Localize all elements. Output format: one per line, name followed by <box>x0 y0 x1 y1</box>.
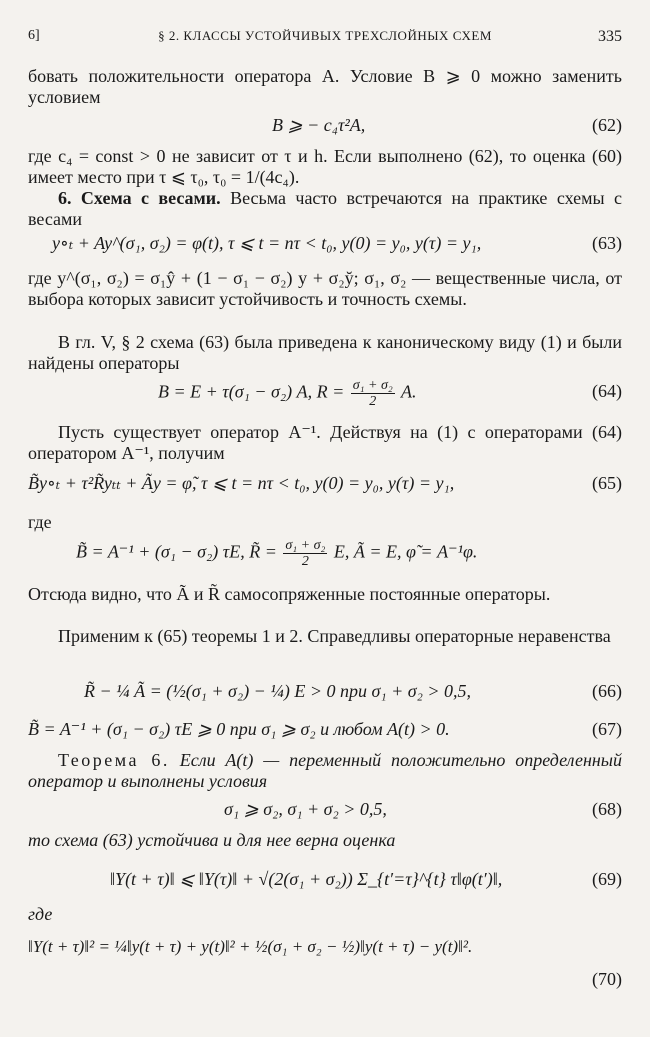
paragraph-9: Применим к (65) теоремы 1 и 2. Справедливы операторные неравенства <box>58 626 611 646</box>
paragraph-4: где y^(σ₁, σ₂) = σ₁ŷ + (1 − σ₁ − σ₂) y + σ₂y̆; σ₁, σ₂ — вещественные числа, от выбора которых зависит устойчивость и точность схемы. <box>28 268 622 309</box>
equation-number: (63) <box>592 233 622 253</box>
equation-number: (69) <box>592 869 622 889</box>
theorem-6 <box>28 750 622 792</box>
paragraph-10: то схема (63) устойчива и для нее верна оценка <box>28 830 396 850</box>
paragraph-8: Отсюда видно, что Ã и R̃ самосопряженные постоянные операторы. <box>28 584 551 604</box>
subsection-heading: 6. Схема с весами. <box>58 188 221 208</box>
paragraph-7: где <box>28 512 52 532</box>
equation-number: (70) <box>592 969 622 989</box>
equation-body: y∘ₜ + Ay^(σ₁, σ₂) = φ(t), τ ⩽ t = nτ < t₀, y(0) = y₀, y(τ) = y₁, <box>52 233 482 253</box>
fraction-denominator: 2 <box>301 554 309 569</box>
equation-65b <box>28 538 622 569</box>
fraction <box>283 538 327 569</box>
equation-64 <box>28 378 622 409</box>
paragraph-5: В гл. V, § 2 схема (63) была приведена к каноническому виду (1) и были найдены операторы <box>28 332 622 373</box>
equation-tail: A. <box>396 381 417 402</box>
equation-number: (66) <box>592 681 622 701</box>
equation-body: B̃ = A⁻¹ + (σ₁ − σ₂) τE ⩾ 0 при σ₁ ⩾ σ₂ и любом A(t) > 0. <box>28 719 450 739</box>
equation-70-number-line <box>28 966 622 992</box>
equation-69 <box>28 866 622 892</box>
equation-body: B ⩾ − c₄τ²A, <box>272 115 366 135</box>
theorem-label: Теорема 6. <box>58 750 170 770</box>
page-number: 335 <box>598 28 622 45</box>
equation-body: B = E + τ(σ₁ − σ₂) A, R = <box>158 381 349 402</box>
paragraph-11: где <box>28 904 53 924</box>
fraction-numerator: σ₁ + σ₂ <box>352 378 393 393</box>
equation-66 <box>28 678 622 704</box>
paragraph-2: где c₄ = const > 0 не зависит от τ и h. Если выполнено (62), то оценка (60) имеет место при τ ⩽ τ₀, τ₀ = 1/(4c₄). <box>28 146 622 187</box>
theorem-statement: Если A(t) — переменный положительно определенный оператор и выполнены условия <box>28 750 622 791</box>
fraction <box>351 378 395 409</box>
paragraph-1: бовать положительности оператора A. Условие B ⩾ 0 можно заменить условием <box>28 66 622 107</box>
equation-body: R̃ − ¼ Ã = (½(σ₁ + σ₂) − ¼) E > 0 при σ₁ + σ₂ > 0,5, <box>84 681 472 701</box>
paragraph-3 <box>28 188 622 230</box>
equation-number: (64) <box>592 381 622 401</box>
equation-70 <box>28 934 622 960</box>
section-title: § 2. КЛАССЫ УСТОЙЧИВЫХ ТРЕХСЛОЙНЫХ СХЕМ <box>158 28 492 43</box>
equation-63 <box>28 230 622 256</box>
fraction-numerator: σ₁ + σ₂ <box>285 538 326 553</box>
running-header <box>28 28 622 52</box>
equation-number: (65) <box>592 473 622 493</box>
equation-68 <box>28 796 622 822</box>
equation-67 <box>28 716 622 742</box>
equation-body: B̃ = A⁻¹ + (σ₁ − σ₂) τE, R̃ = <box>76 541 282 562</box>
equation-number: (62) <box>592 115 622 135</box>
equation-65 <box>28 470 622 496</box>
paragraph-3-text: Весьма часто встречаются на практике схемы с весами <box>28 188 623 229</box>
paragraph-6: Пусть существует оператор A⁻¹. Действуя на (1) с операторами (64) оператором A⁻¹, получим <box>28 422 622 463</box>
equation-number: (68) <box>592 799 622 819</box>
chapter-marker: 6] <box>28 28 40 43</box>
equation-62 <box>28 112 622 138</box>
equation-body: ‖Y(t + τ)‖² = ¼‖y(t + τ) + y(t)‖² + ½(σ₁ + σ₂ − ½)‖y(t + τ) − y(t)‖². <box>28 937 473 956</box>
equation-body: σ₁ ⩾ σ₂, σ₁ + σ₂ > 0,5, <box>224 799 387 819</box>
fraction-denominator: 2 <box>369 394 377 409</box>
equation-body: ‖Y(t + τ)‖ ⩽ ‖Y(τ)‖ + √(2(σ₁ + σ₂)) Σ_{t′=τ}^{t} τ‖φ(t′)‖, <box>110 869 503 889</box>
equation-body: B̃y∘ₜ + τ²R̃yₜₜ + Ãy = φ̃, τ ⩽ t = nτ < t₀, y(0) = y₀, y(τ) = y₁, <box>28 473 455 493</box>
equation-number: (67) <box>592 719 622 739</box>
equation-tail: E, Ã = E, φ̃ = A⁻¹φ. <box>329 541 478 562</box>
